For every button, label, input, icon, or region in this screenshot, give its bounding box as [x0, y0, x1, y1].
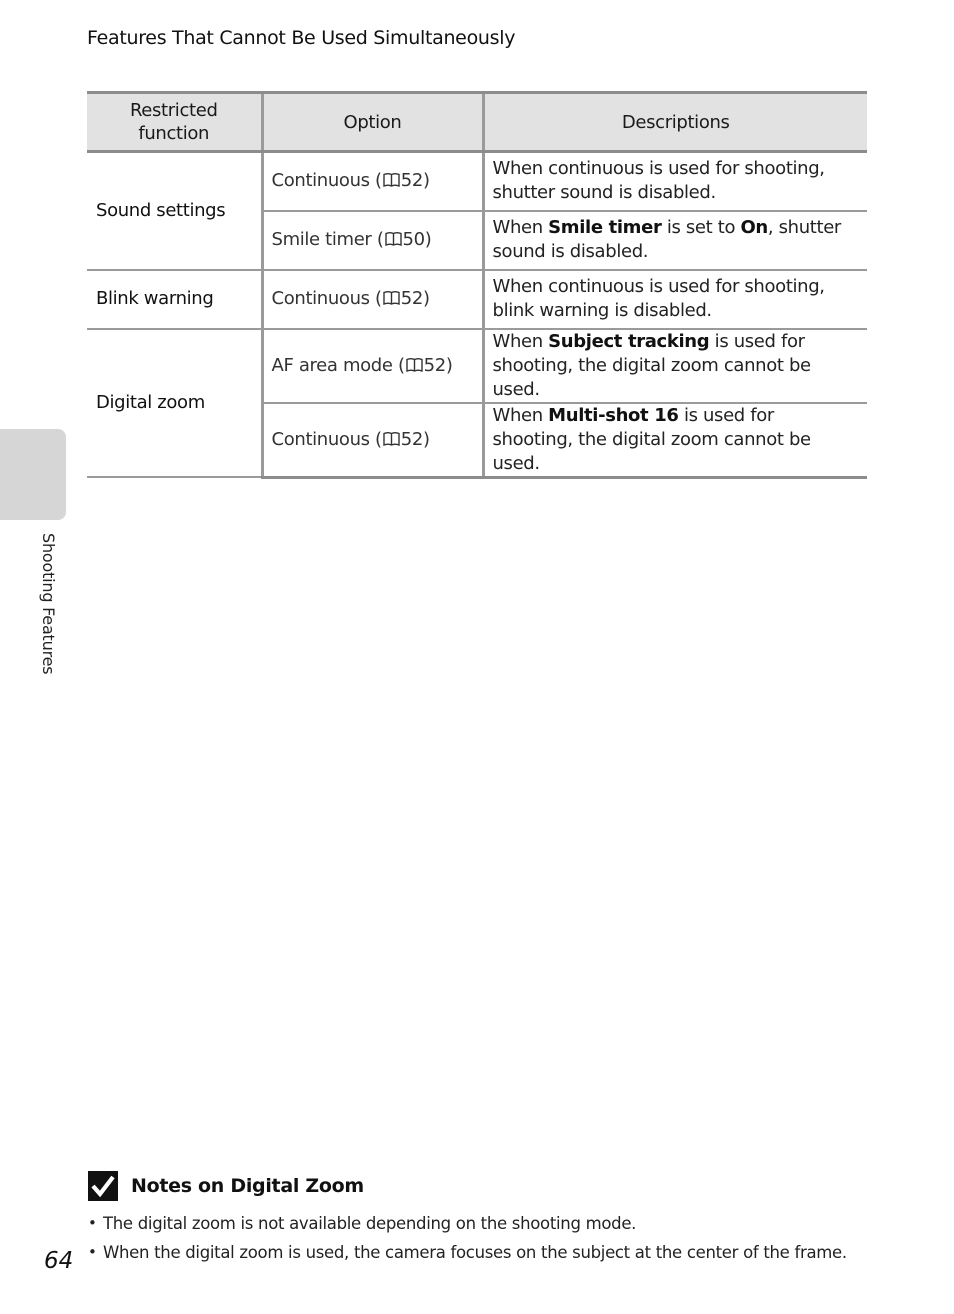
desc-bold-term: Multi-shot 16	[548, 404, 679, 426]
function-sound-settings: Sound settings	[87, 152, 262, 270]
section-title: Features That Cannot Be Used Simultaneously	[87, 27, 516, 49]
description-cell: When continuous is used for shooting, blink warning is disabled.	[483, 270, 867, 329]
option-text-end: )	[424, 229, 432, 250]
notes-heading	[88, 1170, 364, 1202]
option-cell	[262, 211, 483, 270]
function-blink-warning: Blink warning	[87, 270, 262, 329]
function-digital-zoom: Digital zoom	[87, 329, 262, 478]
book-reference-icon	[383, 290, 400, 306]
note-text: When the digital zoom is used, the camera focuses on the subject at the center of the frame.	[103, 1243, 847, 1262]
table-row	[87, 270, 867, 329]
option-text: Continuous (	[271, 288, 382, 309]
book-reference-icon	[383, 431, 400, 447]
option-cell	[262, 403, 483, 478]
header-restricted-line2: function	[138, 123, 210, 144]
desc-bold-term: Smile timer	[548, 217, 662, 238]
desc-text: is used for shooting, the digital zoom cannot be used.	[492, 330, 811, 400]
option-cell	[262, 329, 483, 403]
bullet-icon: •	[88, 1243, 97, 1261]
desc-text: , shutter sound is disabled.	[492, 217, 841, 262]
check-icon	[88, 1171, 118, 1201]
check-mark-glyph	[91, 1175, 115, 1197]
option-text: Continuous (	[271, 428, 382, 450]
description-cell	[483, 211, 867, 270]
option-cell	[262, 270, 483, 329]
description-cell: When continuous is used for shooting, shutter sound is disabled.	[483, 152, 867, 211]
desc-text: When	[492, 404, 549, 426]
restrictions-table-wrapper	[87, 91, 867, 479]
chapter-side-label: Shooting Features	[39, 533, 58, 675]
bullet-icon: •	[88, 1214, 97, 1232]
chapter-side-tab	[0, 429, 66, 520]
description-cell	[483, 403, 867, 478]
desc-text: is used for shooting, the digital zoom cannot be used.	[492, 404, 811, 474]
desc-text: is set to	[661, 217, 741, 238]
desc-bold-term: On	[740, 217, 768, 238]
option-text-end: )	[445, 354, 453, 376]
option-text: Continuous (	[271, 170, 382, 192]
option-text: AF area mode (	[271, 354, 405, 376]
option-text-end: )	[422, 428, 430, 450]
desc-text: When	[492, 217, 549, 238]
table-row	[87, 152, 867, 211]
note-text: The digital zoom is not available depending on the shooting mode.	[103, 1214, 637, 1233]
option-text-end: )	[422, 170, 430, 192]
option-ref-page: 50	[402, 229, 425, 250]
header-option: Option	[262, 93, 483, 152]
table-header-row	[87, 93, 867, 152]
description-cell	[483, 329, 867, 403]
book-reference-icon	[406, 357, 423, 373]
desc-bold-term: Subject tracking	[548, 330, 710, 352]
option-ref-page: 52	[423, 354, 446, 376]
restrictions-table	[87, 91, 867, 479]
book-reference-icon	[385, 231, 402, 247]
option-text-end: )	[422, 288, 430, 309]
header-descriptions: Descriptions	[483, 93, 867, 152]
header-restricted-function	[87, 93, 262, 152]
list-item	[88, 1209, 908, 1238]
header-restricted-line1: Restricted	[129, 100, 218, 121]
page-number: 64	[44, 1248, 74, 1274]
list-item	[88, 1238, 908, 1267]
option-ref-page: 52	[400, 170, 423, 192]
option-ref-page: 52	[400, 288, 423, 309]
table-row	[87, 329, 867, 403]
book-reference-icon	[383, 172, 400, 188]
option-ref-page: 52	[400, 428, 423, 450]
desc-text: When	[492, 330, 549, 352]
option-text: Smile timer (	[271, 229, 384, 250]
notes-list	[88, 1209, 908, 1267]
option-cell	[262, 152, 483, 211]
notes-title: Notes on Digital Zoom	[131, 1175, 364, 1197]
